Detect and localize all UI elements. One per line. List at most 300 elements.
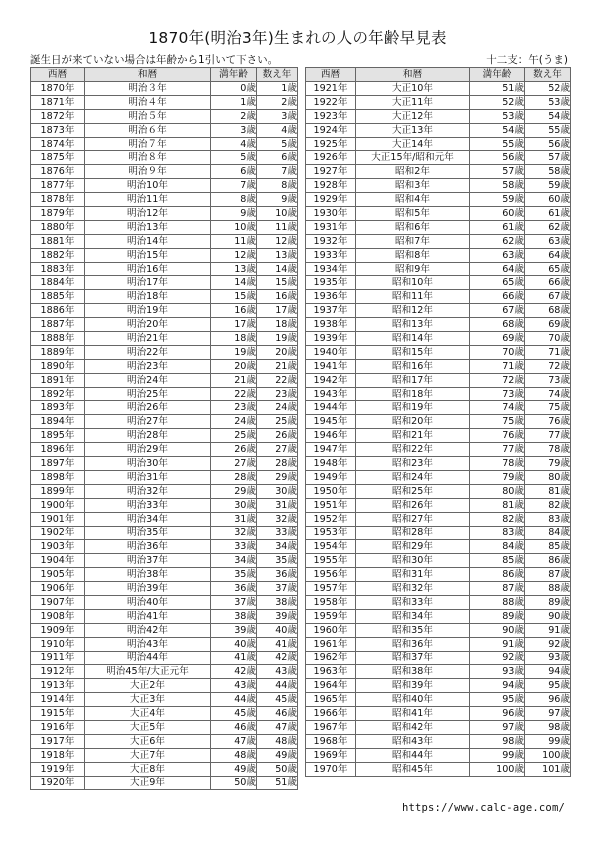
mannenrei-cell: 85歳	[470, 554, 525, 568]
mannenrei-cell: 25歳	[211, 429, 257, 443]
wareki-cell: 昭和16年	[356, 359, 470, 373]
wareki-cell: 大正4年	[85, 707, 211, 721]
kazoe-cell: 9歳	[257, 193, 298, 207]
wareki-cell: 昭和18年	[356, 387, 470, 401]
wareki-cell: 明治30年	[85, 457, 211, 471]
seireki-cell: 1961年	[306, 637, 356, 651]
table-row	[31, 82, 298, 96]
seireki-cell: 1933年	[306, 248, 356, 262]
table-row	[306, 234, 571, 248]
seireki-cell: 1943年	[306, 387, 356, 401]
table-row	[306, 679, 571, 693]
table-row	[306, 595, 571, 609]
table-row	[306, 262, 571, 276]
mannenrei-cell: 87歳	[470, 582, 525, 596]
seireki-cell: 1947年	[306, 443, 356, 457]
table-row	[306, 359, 571, 373]
kazoe-cell: 10歳	[257, 207, 298, 221]
mannenrei-cell: 9歳	[211, 207, 257, 221]
kazoe-cell: 59歳	[525, 179, 571, 193]
kazoe-cell: 97歳	[525, 707, 571, 721]
seireki-cell: 1922年	[306, 95, 356, 109]
mannenrei-cell: 27歳	[211, 457, 257, 471]
wareki-cell: 昭和30年	[356, 554, 470, 568]
wareki-cell: 明治27年	[85, 415, 211, 429]
kazoe-cell: 57歳	[525, 151, 571, 165]
wareki-cell: 昭和41年	[356, 707, 470, 721]
seireki-cell: 1935年	[306, 276, 356, 290]
mannenrei-cell: 0歳	[211, 82, 257, 96]
wareki-cell: 昭和42年	[356, 720, 470, 734]
kazoe-cell: 32歳	[257, 512, 298, 526]
wareki-cell: 明治33年	[85, 498, 211, 512]
table-row	[306, 554, 571, 568]
mannenrei-cell: 16歳	[211, 304, 257, 318]
seireki-cell: 1902年	[31, 526, 85, 540]
mannenrei-cell: 63歳	[470, 248, 525, 262]
mannenrei-cell: 99歳	[470, 748, 525, 762]
kazoe-cell: 7歳	[257, 165, 298, 179]
table-row	[31, 470, 298, 484]
table-row	[31, 665, 298, 679]
kazoe-cell: 94歳	[525, 665, 571, 679]
mannenrei-cell: 88歳	[470, 595, 525, 609]
seireki-cell: 1953年	[306, 526, 356, 540]
kazoe-cell: 19歳	[257, 332, 298, 346]
seireki-cell: 1938年	[306, 318, 356, 332]
seireki-cell: 1944年	[306, 401, 356, 415]
mannenrei-cell: 92歳	[470, 651, 525, 665]
seireki-cell: 1963年	[306, 665, 356, 679]
wareki-cell: 明治３年	[85, 82, 211, 96]
seireki-cell: 1893年	[31, 401, 85, 415]
birthday-note: 誕生日が来ていない場合は年齢から1引いて下さい。	[30, 54, 279, 66]
table-row	[31, 484, 298, 498]
mannenrei-cell: 75歳	[470, 415, 525, 429]
mannenrei-cell: 73歳	[470, 387, 525, 401]
seireki-cell: 1950年	[306, 484, 356, 498]
mannenrei-cell: 34歳	[211, 554, 257, 568]
kazoe-cell: 53歳	[525, 95, 571, 109]
wareki-cell: 昭和21年	[356, 429, 470, 443]
header-wareki: 和暦	[85, 68, 211, 82]
table-row	[306, 540, 571, 554]
wareki-cell: 明治36年	[85, 540, 211, 554]
wareki-cell: 大正7年	[85, 748, 211, 762]
header-mannenrei: 満年齢	[211, 68, 257, 82]
mannenrei-cell: 89歳	[470, 609, 525, 623]
wareki-cell: 明治15年	[85, 248, 211, 262]
kazoe-cell: 44歳	[257, 679, 298, 693]
kazoe-cell: 13歳	[257, 248, 298, 262]
kazoe-cell: 41歳	[257, 637, 298, 651]
seireki-cell: 1918年	[31, 748, 85, 762]
table-row	[31, 762, 298, 776]
seireki-cell: 1969年	[306, 748, 356, 762]
kazoe-cell: 22歳	[257, 373, 298, 387]
kazoe-cell: 3歳	[257, 109, 298, 123]
kazoe-cell: 40歳	[257, 623, 298, 637]
wareki-cell: 昭和19年	[356, 401, 470, 415]
table-row	[306, 651, 571, 665]
kazoe-cell: 54歳	[525, 109, 571, 123]
table-row	[31, 720, 298, 734]
seireki-cell: 1900年	[31, 498, 85, 512]
table-row	[306, 401, 571, 415]
wareki-cell: 大正13年	[356, 123, 470, 137]
table-row	[306, 276, 571, 290]
header-mannenrei: 満年齢	[470, 68, 525, 82]
table-row	[31, 582, 298, 596]
table-row	[31, 137, 298, 151]
seireki-cell: 1908年	[31, 609, 85, 623]
wareki-cell: 昭和7年	[356, 234, 470, 248]
wareki-cell: 明治20年	[85, 318, 211, 332]
wareki-cell: 明治31年	[85, 470, 211, 484]
wareki-cell: 昭和23年	[356, 457, 470, 471]
seireki-cell: 1880年	[31, 220, 85, 234]
seireki-cell: 1965年	[306, 693, 356, 707]
table-row	[31, 554, 298, 568]
wareki-cell: 大正6年	[85, 734, 211, 748]
mannenrei-cell: 48歳	[211, 748, 257, 762]
mannenrei-cell: 76歳	[470, 429, 525, 443]
table-row	[31, 318, 298, 332]
mannenrei-cell: 94歳	[470, 679, 525, 693]
mannenrei-cell: 29歳	[211, 484, 257, 498]
mannenrei-cell: 6歳	[211, 165, 257, 179]
mannenrei-cell: 18歳	[211, 332, 257, 346]
seireki-cell: 1899年	[31, 484, 85, 498]
table-row	[31, 109, 298, 123]
mannenrei-cell: 2歳	[211, 109, 257, 123]
kazoe-cell: 80歳	[525, 470, 571, 484]
seireki-cell: 1909年	[31, 623, 85, 637]
kazoe-cell: 39歳	[257, 609, 298, 623]
mannenrei-cell: 38歳	[211, 609, 257, 623]
table-row	[306, 498, 571, 512]
mannenrei-cell: 43歳	[211, 679, 257, 693]
table-row	[31, 443, 298, 457]
kazoe-cell: 95歳	[525, 679, 571, 693]
mannenrei-cell: 84歳	[470, 540, 525, 554]
table-row	[306, 151, 571, 165]
mannenrei-cell: 55歳	[470, 137, 525, 151]
table-row	[31, 637, 298, 651]
seireki-cell: 1936年	[306, 290, 356, 304]
seireki-cell: 1945年	[306, 415, 356, 429]
wareki-cell: 明治18年	[85, 290, 211, 304]
wareki-cell: 昭和33年	[356, 595, 470, 609]
mannenrei-cell: 4歳	[211, 137, 257, 151]
mannenrei-cell: 90歳	[470, 623, 525, 637]
mannenrei-cell: 45歳	[211, 707, 257, 721]
mannenrei-cell: 59歳	[470, 193, 525, 207]
table-row	[306, 748, 571, 762]
kazoe-cell: 62歳	[525, 220, 571, 234]
table-row	[31, 540, 298, 554]
table-row	[31, 707, 298, 721]
kazoe-cell: 68歳	[525, 304, 571, 318]
table-row	[31, 123, 298, 137]
wareki-cell: 明治12年	[85, 207, 211, 221]
kazoe-cell: 23歳	[257, 387, 298, 401]
mannenrei-cell: 40歳	[211, 637, 257, 651]
table-row	[31, 332, 298, 346]
mannenrei-cell: 31歳	[211, 512, 257, 526]
mannenrei-cell: 91歳	[470, 637, 525, 651]
kazoe-cell: 1歳	[257, 82, 298, 96]
kazoe-cell: 30歳	[257, 484, 298, 498]
mannenrei-cell: 67歳	[470, 304, 525, 318]
kazoe-cell: 26歳	[257, 429, 298, 443]
table-row	[306, 290, 571, 304]
mannenrei-cell: 80歳	[470, 484, 525, 498]
mannenrei-cell: 56歳	[470, 151, 525, 165]
mannenrei-cell: 14歳	[211, 276, 257, 290]
wareki-cell: 明治43年	[85, 637, 211, 651]
kazoe-cell: 14歳	[257, 262, 298, 276]
mannenrei-cell: 13歳	[211, 262, 257, 276]
table-header-row	[306, 68, 571, 82]
table-row	[31, 679, 298, 693]
wareki-cell: 明治32年	[85, 484, 211, 498]
wareki-cell: 大正5年	[85, 720, 211, 734]
mannenrei-cell: 20歳	[211, 359, 257, 373]
mannenrei-cell: 46歳	[211, 720, 257, 734]
seireki-cell: 1915年	[31, 707, 85, 721]
wareki-cell: 大正12年	[356, 109, 470, 123]
mannenrei-cell: 17歳	[211, 318, 257, 332]
seireki-cell: 1914年	[31, 693, 85, 707]
kazoe-cell: 69歳	[525, 318, 571, 332]
seireki-cell: 1927年	[306, 165, 356, 179]
mannenrei-cell: 41歳	[211, 651, 257, 665]
table-row	[306, 207, 571, 221]
table-row	[31, 373, 298, 387]
mannenrei-cell: 8歳	[211, 193, 257, 207]
seireki-cell: 1901年	[31, 512, 85, 526]
kazoe-cell: 28歳	[257, 457, 298, 471]
table-row	[31, 526, 298, 540]
seireki-cell: 1941年	[306, 359, 356, 373]
mannenrei-cell: 60歳	[470, 207, 525, 221]
seireki-cell: 1967年	[306, 720, 356, 734]
kazoe-cell: 77歳	[525, 429, 571, 443]
seireki-cell: 1948年	[306, 457, 356, 471]
kazoe-cell: 61歳	[525, 207, 571, 221]
mannenrei-cell: 24歳	[211, 415, 257, 429]
kazoe-cell: 12歳	[257, 234, 298, 248]
seireki-cell: 1874年	[31, 137, 85, 151]
table-row	[306, 109, 571, 123]
seireki-cell: 1907年	[31, 595, 85, 609]
kazoe-cell: 43歳	[257, 665, 298, 679]
kazoe-cell: 96歳	[525, 693, 571, 707]
kazoe-cell: 8歳	[257, 179, 298, 193]
kazoe-cell: 64歳	[525, 248, 571, 262]
wareki-cell: 昭和43年	[356, 734, 470, 748]
kazoe-cell: 50歳	[257, 762, 298, 776]
table-row	[306, 429, 571, 443]
mannenrei-cell: 66歳	[470, 290, 525, 304]
wareki-cell: 明治42年	[85, 623, 211, 637]
wareki-cell: 明治21年	[85, 332, 211, 346]
wareki-cell: 明治45年/大正元年	[85, 665, 211, 679]
table-row	[306, 193, 571, 207]
kazoe-cell: 37歳	[257, 582, 298, 596]
kazoe-cell: 75歳	[525, 401, 571, 415]
mannenrei-cell: 11歳	[211, 234, 257, 248]
seireki-cell: 1968年	[306, 734, 356, 748]
table-row	[31, 748, 298, 762]
mannenrei-cell: 61歳	[470, 220, 525, 234]
seireki-cell: 1910年	[31, 637, 85, 651]
table-row	[306, 568, 571, 582]
table-row	[306, 345, 571, 359]
wareki-cell: 明治25年	[85, 387, 211, 401]
kazoe-cell: 4歳	[257, 123, 298, 137]
kazoe-cell: 11歳	[257, 220, 298, 234]
table-row	[306, 623, 571, 637]
seireki-cell: 1924年	[306, 123, 356, 137]
kazoe-cell: 71歳	[525, 345, 571, 359]
mannenrei-cell: 96歳	[470, 707, 525, 721]
seireki-cell: 1891年	[31, 373, 85, 387]
mannenrei-cell: 51歳	[470, 82, 525, 96]
mannenrei-cell: 54歳	[470, 123, 525, 137]
seireki-cell: 1966年	[306, 707, 356, 721]
kazoe-cell: 29歳	[257, 470, 298, 484]
wareki-cell: 昭和28年	[356, 526, 470, 540]
table-row	[31, 568, 298, 582]
wareki-cell: 昭和40年	[356, 693, 470, 707]
kazoe-cell: 27歳	[257, 443, 298, 457]
table-row	[31, 234, 298, 248]
table-row	[31, 95, 298, 109]
table-row	[31, 609, 298, 623]
wareki-cell: 昭和15年	[356, 345, 470, 359]
mannenrei-cell: 32歳	[211, 526, 257, 540]
kazoe-cell: 15歳	[257, 276, 298, 290]
wareki-cell: 昭和34年	[356, 609, 470, 623]
wareki-cell: 明治９年	[85, 165, 211, 179]
table-row	[31, 734, 298, 748]
header-kazoe: 数え年	[257, 68, 298, 82]
wareki-cell: 明治44年	[85, 651, 211, 665]
kazoe-cell: 73歳	[525, 373, 571, 387]
kazoe-cell: 56歳	[525, 137, 571, 151]
kazoe-cell: 85歳	[525, 540, 571, 554]
table-row	[306, 665, 571, 679]
table-row	[306, 734, 571, 748]
wareki-cell: 昭和2年	[356, 165, 470, 179]
table-row	[306, 484, 571, 498]
kazoe-cell: 35歳	[257, 554, 298, 568]
table-row	[31, 429, 298, 443]
seireki-cell: 1934年	[306, 262, 356, 276]
table-body-right	[306, 82, 571, 777]
table-row	[31, 415, 298, 429]
kazoe-cell: 88歳	[525, 582, 571, 596]
seireki-cell: 1925年	[306, 137, 356, 151]
seireki-cell: 1870年	[31, 82, 85, 96]
seireki-cell: 1876年	[31, 165, 85, 179]
wareki-cell: 明治29年	[85, 443, 211, 457]
seireki-cell: 1895年	[31, 429, 85, 443]
kazoe-cell: 79歳	[525, 457, 571, 471]
table-row	[306, 457, 571, 471]
wareki-cell: 明治24年	[85, 373, 211, 387]
kazoe-cell: 42歳	[257, 651, 298, 665]
wareki-cell: 大正14年	[356, 137, 470, 151]
kazoe-cell: 16歳	[257, 290, 298, 304]
mannenrei-cell: 82歳	[470, 512, 525, 526]
wareki-cell: 明治４年	[85, 95, 211, 109]
wareki-cell: 昭和32年	[356, 582, 470, 596]
wareki-cell: 大正3年	[85, 693, 211, 707]
table-row	[31, 207, 298, 221]
kazoe-cell: 55歳	[525, 123, 571, 137]
wareki-cell: 昭和14年	[356, 332, 470, 346]
wareki-cell: 昭和39年	[356, 679, 470, 693]
seireki-cell: 1875年	[31, 151, 85, 165]
wareki-cell: 明治16年	[85, 262, 211, 276]
seireki-cell: 1960年	[306, 623, 356, 637]
seireki-cell: 1883年	[31, 262, 85, 276]
seireki-cell: 1920年	[31, 776, 85, 790]
header-wareki: 和暦	[356, 68, 470, 82]
kazoe-cell: 58歳	[525, 165, 571, 179]
mannenrei-cell: 83歳	[470, 526, 525, 540]
mannenrei-cell: 72歳	[470, 373, 525, 387]
kazoe-cell: 67歳	[525, 290, 571, 304]
mannenrei-cell: 28歳	[211, 470, 257, 484]
wareki-cell: 明治17年	[85, 276, 211, 290]
seireki-cell: 1957年	[306, 582, 356, 596]
kazoe-cell: 47歳	[257, 720, 298, 734]
mannenrei-cell: 19歳	[211, 345, 257, 359]
kazoe-cell: 45歳	[257, 693, 298, 707]
kazoe-cell: 38歳	[257, 595, 298, 609]
seireki-cell: 1881年	[31, 234, 85, 248]
kazoe-cell: 81歳	[525, 484, 571, 498]
table-row	[306, 82, 571, 96]
seireki-cell: 1939年	[306, 332, 356, 346]
wareki-cell: 昭和8年	[356, 248, 470, 262]
table-row	[306, 137, 571, 151]
kazoe-cell: 98歳	[525, 720, 571, 734]
mannenrei-cell: 78歳	[470, 457, 525, 471]
zodiac-label: 十二支：午(うま)	[486, 54, 568, 66]
wareki-cell: 明治38年	[85, 568, 211, 582]
mannenrei-cell: 33歳	[211, 540, 257, 554]
kazoe-cell: 36歳	[257, 568, 298, 582]
table-row	[306, 707, 571, 721]
seireki-cell: 1888年	[31, 332, 85, 346]
kazoe-cell: 92歳	[525, 637, 571, 651]
kazoe-cell: 93歳	[525, 651, 571, 665]
seireki-cell: 1911年	[31, 651, 85, 665]
table-row	[31, 387, 298, 401]
kazoe-cell: 90歳	[525, 609, 571, 623]
seireki-cell: 1917年	[31, 734, 85, 748]
kazoe-cell: 51歳	[257, 776, 298, 790]
mannenrei-cell: 64歳	[470, 262, 525, 276]
seireki-cell: 1930年	[306, 207, 356, 221]
table-row	[31, 220, 298, 234]
wareki-cell: 昭和6年	[356, 220, 470, 234]
